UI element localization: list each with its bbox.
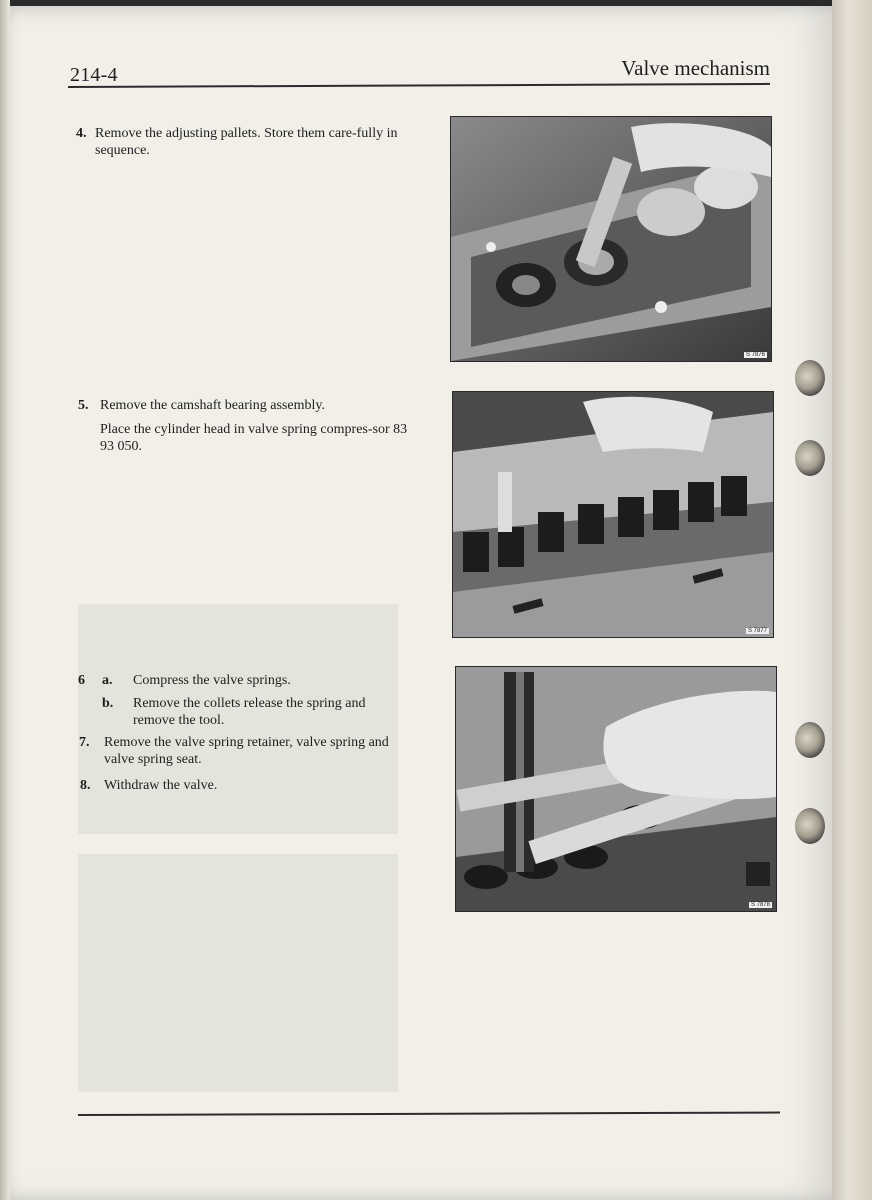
step-8 [80,777,410,794]
substep-letter: b. [102,696,114,711]
section-title: Valve mechanism [621,56,770,80]
photo-illustration [456,667,776,911]
manual-page [0,6,832,1200]
step-6b [78,695,408,729]
figure-code: S 7876 [745,352,765,358]
figure-code: S 7878 [750,902,770,908]
figure-code: S 7877 [747,628,767,634]
figure-cylinder-head-compressor [452,391,774,638]
step-text: Remove the adjusting pallets. Store them care-fully in sequence. [95,126,398,158]
page-edge [832,0,872,1200]
step-4 [76,125,406,159]
page-gutter [0,0,10,1200]
step-7 [79,734,409,768]
step-number: 6 [78,673,85,688]
step-5-note: Place the cylinder head in valve spring compres-sor 83 93 050. [100,422,408,454]
photo-illustration [451,117,771,361]
binder-hole [795,722,825,758]
step-number: 5. [78,398,89,413]
step-text: Remove the camshaft bearing assembly. [100,398,325,413]
show-through-area [78,854,398,1092]
page-number: 214-4 [70,64,118,86]
figure-cylinder-head-pallets [450,116,772,362]
photo-illustration [453,392,773,637]
step-number: 4. [76,126,87,141]
header-rule [68,83,770,88]
step-number: 7. [79,735,90,750]
binder-hole [795,808,825,844]
step-6a [78,672,408,689]
binder-hole [795,360,825,396]
step-text: Remove the valve spring retainer, valve spring and valve spring seat. [104,735,389,767]
step-text: Compress the valve springs. [133,673,291,688]
figure-compress-valve-springs [455,666,777,912]
step-text: Withdraw the valve. [104,778,218,793]
binder-hole [795,440,825,476]
step-5 [78,397,408,414]
substep-letter: a. [102,673,113,688]
footer-rule [78,1112,780,1116]
step-text: Remove the collets release the spring and remove the tool. [133,696,366,728]
step-number: 8. [80,778,91,793]
